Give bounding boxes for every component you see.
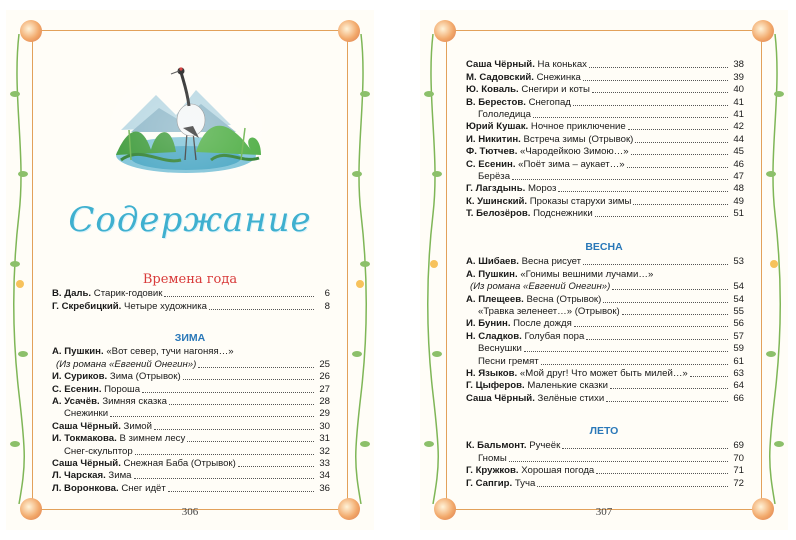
- toc-title: Зимняя сказка: [102, 395, 167, 407]
- toc-page-number: 30: [319, 420, 330, 432]
- toc-entry-text: [466, 269, 653, 281]
- toc-author: С. Есенин.: [52, 383, 102, 395]
- toc-title: «Гонимы вешними лучами…»: [520, 268, 654, 280]
- toc-entry-text: [52, 371, 181, 383]
- dot-leader: [209, 309, 314, 310]
- toc-page-number: 63: [733, 367, 744, 379]
- toc-author: Л. Чарская.: [52, 470, 106, 482]
- toc-entry: [52, 383, 330, 395]
- toc-author: А. Шибаев.: [466, 256, 519, 268]
- section-heading-winter: ЗИМА: [174, 332, 206, 344]
- toc-entry-text: [52, 470, 132, 482]
- toc-entry: [466, 477, 744, 489]
- dot-leader: [187, 441, 314, 442]
- toc-entry: [52, 288, 330, 300]
- toc-entry-text: [466, 343, 522, 355]
- toc-entry: [466, 208, 744, 220]
- toc-entry: [52, 445, 330, 457]
- toc-page-number: 41: [733, 108, 744, 120]
- toc-entry-text: [466, 306, 620, 318]
- toc-title: (Из романа «Евгений Онегин»): [470, 281, 611, 293]
- toc-title: Зелёные стихи: [537, 392, 605, 404]
- toc-page-number: 38: [733, 59, 744, 71]
- toc-page-number: 49: [733, 195, 744, 207]
- dot-leader: [183, 379, 314, 380]
- toc-title: В зимнем лесу: [119, 433, 186, 445]
- dot-leader: [583, 80, 728, 81]
- toc-entry-text: [466, 59, 587, 71]
- toc-page-number: 53: [733, 256, 744, 268]
- page-title: Содержание: [68, 200, 312, 240]
- toc-entry: [466, 440, 744, 452]
- toc-title: Снег идёт: [121, 482, 166, 494]
- toc-entry: [52, 470, 330, 482]
- toc-entry-text: [52, 359, 196, 371]
- toc-entry-text: [466, 146, 629, 158]
- toc-entry: [52, 371, 330, 383]
- toc-author: И. Токмакова.: [52, 433, 117, 445]
- toc-title: Голубая пора: [524, 330, 585, 342]
- toc-author: Н. Сладков.: [466, 330, 522, 342]
- toc-entry-text: [466, 196, 631, 208]
- toc-entry-text: [52, 408, 108, 420]
- section-heading-spring: ВЕСНА: [585, 241, 623, 253]
- toc-entry-text: [466, 72, 581, 84]
- dot-leader: [589, 67, 728, 68]
- toc-title: Ручеёк: [529, 440, 561, 452]
- toc-entry: [466, 96, 744, 108]
- section-heading-summer: ЛЕТО: [589, 425, 619, 437]
- toc-entry-text: [466, 368, 688, 380]
- toc-entry-text: [466, 440, 560, 452]
- dot-leader: [633, 204, 728, 205]
- dot-leader: [606, 401, 728, 402]
- toc-title: Встреча зимы (Отрывок): [523, 133, 634, 145]
- dot-leader: [512, 179, 728, 180]
- toc-entry-text: [466, 294, 601, 306]
- toc-entry-text: [466, 256, 581, 268]
- toc-author: Саша Чёрный.: [52, 420, 121, 432]
- toc-page-number: 44: [733, 133, 744, 145]
- toc-entry: [52, 420, 330, 432]
- toc-page-number: 27: [319, 383, 330, 395]
- toc-entry-text: [466, 465, 594, 477]
- toc-page-number: 34: [319, 470, 330, 482]
- toc-list: [466, 256, 744, 405]
- toc-author: Саша Чёрный.: [466, 59, 535, 71]
- dot-leader: [586, 339, 728, 340]
- toc-entry-text: [466, 281, 610, 293]
- toc-title: Снегопад: [528, 96, 571, 108]
- toc-author: В. Даль.: [52, 288, 92, 300]
- toc-entry-text: [52, 421, 152, 433]
- toc-entry: [466, 171, 744, 183]
- toc-author: Саша Чёрный.: [466, 392, 535, 404]
- toc-title: Маленькие сказки: [527, 380, 608, 392]
- vine-ornament: [10, 34, 28, 504]
- toc-entry: [52, 300, 330, 312]
- toc-page-number: 41: [733, 96, 744, 108]
- dot-leader: [622, 314, 728, 315]
- toc-entry-text: [52, 446, 133, 458]
- toc-author: Г. Цыферов.: [466, 380, 525, 392]
- page-number: 307: [595, 506, 613, 518]
- toc-author: Л. Воронкова.: [52, 482, 119, 494]
- toc-entry: [466, 452, 744, 464]
- toc-author: Г. Сапгир.: [466, 477, 513, 489]
- dot-leader: [583, 264, 728, 265]
- toc-page-number: 72: [733, 477, 744, 489]
- toc-entry: [466, 59, 744, 71]
- toc-title: Туча: [514, 477, 536, 489]
- dot-leader: [110, 416, 314, 417]
- toc-title: На коньках: [537, 59, 587, 71]
- dot-leader: [558, 191, 728, 192]
- toc-entry: [466, 281, 744, 293]
- toc-entry: [466, 195, 744, 207]
- toc-entry: [466, 84, 744, 96]
- toc-entry-text: [466, 318, 572, 330]
- dot-leader: [154, 429, 314, 430]
- toc-entry-text: [466, 97, 571, 109]
- dot-leader: [628, 129, 728, 130]
- toc-entry: [52, 482, 330, 494]
- dot-leader: [135, 454, 314, 455]
- toc-page-number: 57: [733, 330, 744, 342]
- toc-entry-text: [466, 453, 507, 465]
- dot-leader: [612, 289, 728, 290]
- dot-leader: [134, 478, 314, 479]
- toc-page-number: 28: [319, 395, 330, 407]
- toc-page-number: 55: [733, 305, 744, 317]
- dot-leader: [562, 448, 728, 449]
- toc-entry: [52, 458, 330, 470]
- toc-title: Хорошая погода: [521, 465, 595, 477]
- dot-leader: [169, 404, 314, 405]
- toc-entry-text: [466, 356, 539, 368]
- toc-entry: [466, 355, 744, 367]
- toc-entry: [466, 392, 744, 404]
- toc-author: И. Никитин.: [466, 133, 521, 145]
- toc-page-number: 47: [733, 170, 744, 182]
- toc-entry-text: [466, 159, 625, 171]
- toc-title: «Вот север, тучи нагоняя…»: [106, 346, 234, 358]
- toc-entry-text: [466, 331, 584, 343]
- dot-leader: [635, 142, 728, 143]
- dot-leader: [603, 302, 728, 303]
- toc-page-number: 42: [733, 121, 744, 133]
- toc-author: В. Берестов.: [466, 96, 526, 108]
- toc-entry: [52, 396, 330, 408]
- toc-entry: [466, 121, 744, 133]
- toc-author: А. Плещеев.: [466, 293, 524, 305]
- dot-leader: [168, 491, 314, 492]
- toc-page-number: 61: [733, 355, 744, 367]
- toc-title: Четыре художника: [124, 300, 207, 312]
- toc-author: Ю. Коваль.: [466, 84, 519, 96]
- toc-title: Зимой: [123, 420, 152, 432]
- dot-leader: [524, 351, 728, 352]
- toc-entry-text: [52, 433, 185, 445]
- toc-page-number: 26: [319, 371, 330, 383]
- toc-title: «Мой друг! Что может быть милей…»: [519, 367, 688, 379]
- toc-page-number: 31: [319, 433, 330, 445]
- toc-page-number: 64: [733, 380, 744, 392]
- toc-page-number: 59: [733, 343, 744, 355]
- toc-title: Гномы: [478, 452, 507, 464]
- toc-entry-text: [466, 171, 510, 183]
- toc-entry: [466, 368, 744, 380]
- dot-leader: [627, 167, 728, 168]
- toc-entry-text: [52, 396, 167, 408]
- toc-author: Т. Белозёров.: [466, 208, 531, 220]
- toc-entry-text: [466, 134, 633, 146]
- page-number: 306: [181, 506, 199, 518]
- toc-title: (Из романа «Евгений Онегин»): [56, 358, 197, 370]
- toc-title: Весна рисует: [521, 256, 582, 268]
- toc-entry: [466, 268, 744, 280]
- toc-title: Старик-годовик: [93, 288, 163, 300]
- toc-entry-text: [52, 384, 140, 396]
- toc-entry: [466, 158, 744, 170]
- toc-title: После дождя: [513, 318, 572, 330]
- toc-entry-text: [466, 208, 593, 220]
- toc-author: Н. Языков.: [466, 367, 518, 379]
- toc-page-number: 71: [733, 465, 744, 477]
- toc-title: Весна (Отрывок): [526, 293, 602, 305]
- dot-leader: [574, 326, 728, 327]
- toc-page-number: 45: [733, 146, 744, 158]
- toc-entry: [52, 408, 330, 420]
- toc-list: [466, 59, 744, 220]
- toc-author: А. Пушкин.: [466, 268, 518, 280]
- toc-entry: [52, 433, 330, 445]
- toc-page-number: 32: [319, 445, 330, 457]
- toc-entry-text: [466, 478, 535, 490]
- toc-title: Мороз: [527, 183, 557, 195]
- toc-page-number: 40: [733, 84, 744, 96]
- dot-leader: [592, 92, 728, 93]
- toc-page-number: 69: [733, 440, 744, 452]
- toc-author: И. Суриков.: [52, 371, 108, 383]
- toc-entry-text: [466, 393, 604, 405]
- dot-leader: [690, 376, 728, 377]
- toc-author: Ф. Тютчев.: [466, 146, 518, 158]
- toc-entry: [466, 71, 744, 83]
- toc-entry-text: [52, 346, 234, 358]
- toc-entry: [466, 380, 744, 392]
- dot-leader: [164, 296, 314, 297]
- toc-page-number: 66: [733, 392, 744, 404]
- toc-page-number: 36: [319, 482, 330, 494]
- toc-list: [52, 346, 330, 495]
- toc-title: «Поёт зима – аукает…»: [518, 158, 625, 170]
- toc-author: С. Есенин.: [466, 158, 516, 170]
- toc-title: Снежинки: [64, 408, 109, 420]
- toc-entry: [466, 343, 744, 355]
- toc-author: М. Садовский.: [466, 71, 534, 83]
- toc-entry: [466, 306, 744, 318]
- toc-page-number: 48: [733, 183, 744, 195]
- toc-author: А. Усачёв.: [52, 395, 100, 407]
- toc-author: Г. Скребицкий.: [52, 300, 122, 312]
- toc-entry-text: [466, 109, 531, 121]
- toc-page-number: 70: [733, 452, 744, 464]
- toc-title: «Травка зеленеет…» (Отрывок): [478, 305, 620, 317]
- dot-leader: [509, 461, 728, 462]
- dot-leader: [142, 392, 314, 393]
- toc-entry-text: [466, 121, 626, 133]
- toc-title: Ночное приключение: [530, 121, 626, 133]
- toc-author: К. Бальмонт.: [466, 440, 527, 452]
- dot-leader: [198, 367, 314, 368]
- toc-entry: [466, 318, 744, 330]
- toc-entry: [466, 330, 744, 342]
- right-page: [420, 10, 788, 530]
- vine-ornament: [352, 34, 370, 504]
- dot-leader: [596, 473, 728, 474]
- toc-author: К. Ушинский.: [466, 195, 528, 207]
- toc-page-number: 56: [733, 318, 744, 330]
- dot-leader: [238, 466, 314, 467]
- toc-title: Пороша: [104, 383, 141, 395]
- toc-author: Г. Лагздынь.: [466, 183, 526, 195]
- toc-entry: [466, 293, 744, 305]
- toc-title: Зима: [108, 470, 132, 482]
- toc-page-number: 54: [733, 293, 744, 305]
- toc-author: Г. Кружков.: [466, 465, 519, 477]
- toc-title: Берёза: [478, 170, 511, 182]
- dot-leader: [595, 216, 728, 217]
- toc-author: И. Бунин.: [466, 318, 511, 330]
- toc-title: Гололедица: [478, 108, 532, 120]
- toc-entry: [466, 256, 744, 268]
- dot-leader: [631, 154, 728, 155]
- left-page: [6, 10, 374, 530]
- toc-title: Снег-скульптор: [64, 445, 133, 457]
- toc-entry: [466, 146, 744, 158]
- dot-leader: [537, 486, 728, 487]
- toc-entry-text: [466, 380, 608, 392]
- toc-list: [466, 440, 744, 490]
- toc-page-number: 8: [324, 300, 330, 312]
- section-heading-seasons: Времена года: [142, 272, 238, 287]
- dot-leader: [533, 117, 728, 118]
- toc-entry-text: [466, 183, 556, 195]
- toc-entry-text: [52, 458, 236, 470]
- toc-title: Зима (Отрывок): [109, 371, 181, 383]
- toc-page-number: 46: [733, 158, 744, 170]
- toc-author: А. Пушкин.: [52, 346, 104, 358]
- toc-entry: [466, 465, 744, 477]
- toc-title: Веснушки: [478, 343, 522, 355]
- toc-entry-text: [52, 483, 166, 495]
- toc-title: Снежная Баба (Отрывок): [123, 457, 236, 469]
- toc-page-number: 39: [733, 71, 744, 83]
- toc-page-number: 33: [319, 457, 330, 469]
- toc-entry-text: [466, 84, 590, 96]
- toc-page-number: 25: [319, 358, 330, 370]
- toc-entry-text: [52, 288, 162, 300]
- toc-entry: [466, 183, 744, 195]
- toc-entry-text: [52, 301, 207, 313]
- toc-entry: [466, 109, 744, 121]
- toc-author: Саша Чёрный.: [52, 457, 121, 469]
- toc-title: Проказы старухи зимы: [529, 195, 632, 207]
- toc-page-number: 51: [733, 208, 744, 220]
- toc-title: Снежинка: [536, 71, 581, 83]
- toc-author: Юрий Кушак.: [466, 121, 529, 133]
- toc-entry: [52, 346, 330, 358]
- toc-title: Подснежники: [533, 208, 593, 220]
- toc-title: «Чародейкою Зимою…»: [520, 146, 629, 158]
- toc-page-number: 6: [324, 288, 330, 300]
- toc-page-number: 29: [319, 408, 330, 420]
- crane-illustration: [101, 60, 271, 185]
- toc-title: Снегири и коты: [521, 84, 590, 96]
- toc-page-number: 54: [733, 281, 744, 293]
- toc-list: [52, 288, 330, 313]
- toc-entry: [52, 358, 330, 370]
- dot-leader: [610, 388, 728, 389]
- dot-leader: [573, 105, 728, 106]
- dot-leader: [541, 364, 728, 365]
- toc-entry: [466, 133, 744, 145]
- toc-title: Песни гремят: [478, 355, 539, 367]
